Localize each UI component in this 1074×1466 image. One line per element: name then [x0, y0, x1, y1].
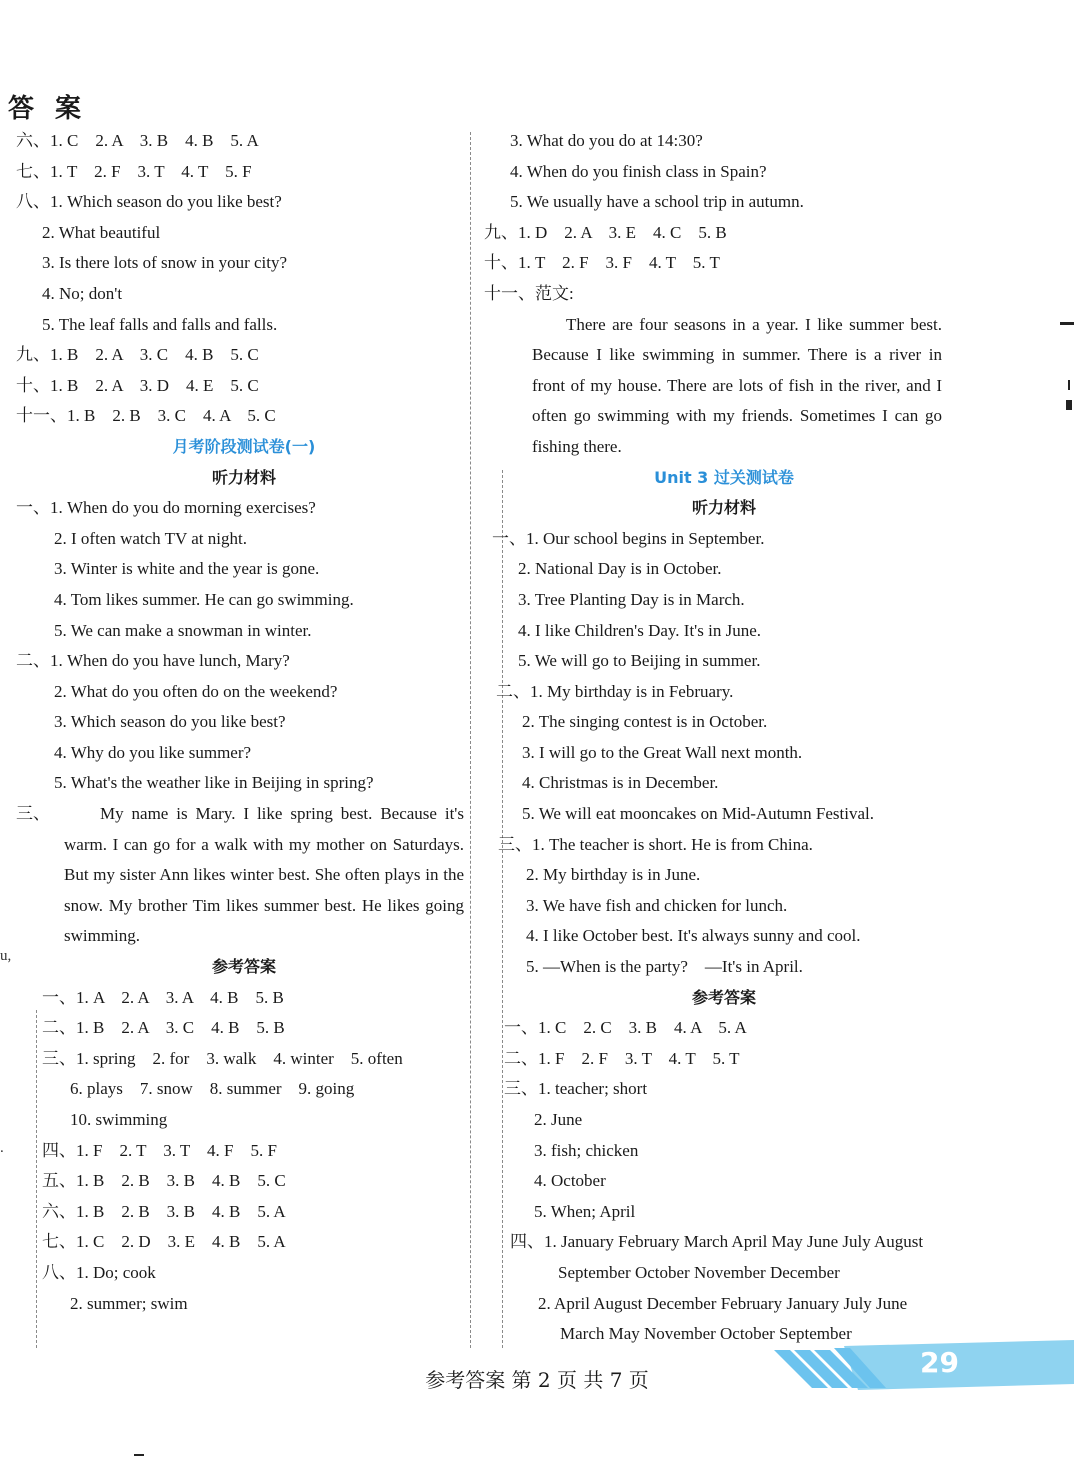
listening-line: 4. I like Children's Day. It's in June. — [518, 620, 761, 640]
answer-line: 二、1. B 2. A 3. C 4. B 5. B — [42, 1018, 285, 1038]
answer-line: 七、1. C 2. D 3. E 4. B 5. A — [42, 1232, 286, 1252]
answer-line: 六、1. B 2. B 3. B 4. B 5. A — [42, 1201, 286, 1221]
answer-line: 5. When; April — [534, 1201, 636, 1221]
listening-line: 5. We will go to Beijing in summer. — [518, 651, 761, 671]
answers-title: 参考答案 — [691, 987, 756, 1007]
answer-line: 十、1. T 2. F 3. F 4. T 5. T — [484, 253, 720, 273]
answer-line: 四、1. F 2. T 3. T 4. F 5. F — [42, 1140, 277, 1160]
edge-mark — [1068, 380, 1070, 390]
passage-block — [16, 799, 472, 952]
answer-line: 3. Is there lots of snow in your city? — [42, 253, 288, 273]
answer-line: 一、1. A 2. A 3. A 4. B 5. B — [42, 987, 284, 1007]
listening-line: 2. My birthday is in June. — [526, 865, 701, 885]
listening-line: 3. Winter is white and the year is gone. — [54, 559, 320, 579]
listening-line: 4. Tom likes summer. He can go swimming. — [54, 589, 354, 609]
answer-line: 三、1. spring 2. for 3. walk 4. winter 5. often — [42, 1048, 403, 1068]
listening-line: 3. Tree Planting Day is in March. — [518, 589, 745, 609]
listening-line: 5. We can make a snowman in winter. — [54, 620, 312, 640]
listening-line: 2. National Day is in October. — [518, 559, 722, 579]
right-column — [484, 126, 964, 1350]
listening-line: 二、1. When do you have lunch, Mary? — [16, 651, 290, 671]
listening-line: 3. Which season do you like best? — [54, 712, 286, 732]
listening-line: 4. Why do you like summer? — [54, 742, 252, 762]
answer-line: 3. What do you do at 14:30? — [510, 131, 703, 150]
answer-line: 2. April August December February January July June — [538, 1293, 908, 1313]
answer-line: 10. swimming — [70, 1110, 168, 1129]
listening-line: 5. We will eat mooncakes on Mid-Autumn Festival. — [522, 804, 874, 824]
answer-line: 6. plays 7. snow 8. summer 9. going — [70, 1079, 355, 1099]
answer-line: 六、1. C 2. A 3. B 4. B 5. A — [16, 131, 259, 150]
listening-line: 3. We have fish and chicken for lunch. — [526, 895, 788, 915]
listening-line: 2. The singing contest is in October. — [522, 712, 768, 732]
answer-line: March May November October September — [560, 1324, 852, 1344]
answer-line: 4. No; don't — [42, 283, 123, 303]
answer-line: 五、1. B 2. B 3. B 4. B 5. C — [42, 1171, 286, 1191]
answer-line: 三、1. teacher; short — [504, 1079, 648, 1099]
listening-line: 5. What's the weather like in Beijing in spring? — [54, 773, 374, 793]
listening-line: 2. I often watch TV at night. — [54, 528, 247, 548]
answer-line: 八、1. Which season do you like best? — [16, 192, 282, 212]
listening-line: 4. I like October best. It's always sunny and cool. — [526, 926, 861, 946]
answer-line: 四、1. January February March April May June July August — [510, 1232, 924, 1252]
edge-mark — [134, 1454, 144, 1456]
answer-line: 4. When do you finish class in Spain? — [510, 161, 767, 181]
answer-line: 4. October — [534, 1171, 606, 1191]
listening-line: 5. —When is the party? —It's in April. — [526, 957, 803, 977]
listening-line: 二、1. My birthday is in February. — [496, 681, 734, 701]
answer-line: 十一、范文: — [484, 283, 574, 303]
left-column — [16, 126, 472, 1319]
answers-title: 参考答案 — [211, 957, 276, 977]
answer-line: 十、1. B 2. A 3. D 4. E 5. C — [16, 375, 259, 395]
edge-mark — [1066, 400, 1072, 410]
answer-line: 2. What beautiful — [42, 222, 161, 242]
page-title: 答 案 — [8, 94, 88, 124]
edge-text: . — [0, 1140, 4, 1156]
passage-label: 三、 — [16, 804, 50, 824]
footer-text: 参考答案 第 2 页 共 7 页 — [425, 1368, 649, 1392]
section-title: Unit 3 过关测试卷 — [654, 467, 794, 487]
answer-line: 二、1. F 2. F 3. T 4. T 5. T — [504, 1048, 740, 1068]
answer-line: 九、1. B 2. A 3. C 4. B 5. C — [16, 345, 259, 365]
listening-title: 听力材料 — [211, 467, 276, 487]
listening-line: 2. What do you often do on the weekend? — [54, 681, 338, 701]
listening-line: 3. I will go to the Great Wall next month. — [522, 742, 803, 762]
answer-line: 十一、1. B 2. B 3. C 4. A 5. C — [16, 406, 276, 426]
answer-line: September October November December — [558, 1262, 840, 1282]
answer-line: 3. fish; chicken — [534, 1140, 639, 1160]
answer-line: 5. The leaf falls and falls and falls. — [42, 314, 278, 334]
edge-text: u, — [0, 948, 12, 964]
answer-line: 八、1. Do; cook — [42, 1262, 156, 1282]
answer-line: 九、1. D 2. A 3. E 4. C 5. B — [484, 222, 727, 242]
answer-line: 一、1. C 2. C 3. B 4. A 5. A — [504, 1018, 747, 1038]
answer-line: 5. We usually have a school trip in autumn. — [510, 192, 804, 212]
page-number: 29 — [920, 1346, 959, 1379]
listening-line: 三、1. The teacher is short. He is from China. — [498, 834, 813, 854]
answer-line: 2. June — [534, 1110, 583, 1129]
edge-mark — [1060, 322, 1074, 325]
model-essay: There are four seasons in a year. I like summer best. Because I like swimming in summer. There is a river in front of my house. There are lots of fish in the river, and I often go swimming with my friends. Sometimes I can go fishing there. — [532, 314, 942, 456]
listening-line: 一、1. Our school begins in September. — [492, 528, 765, 548]
listening-title: 听力材料 — [691, 498, 756, 518]
answer-line: 七、1. T 2. F 3. T 4. T 5. F — [16, 161, 252, 181]
answer-line: 2. summer; swim — [70, 1293, 188, 1313]
listening-line: 一、1. When do you do morning exercises? — [16, 498, 316, 518]
listening-passage: My name is Mary. I like spring best. Because it's warm. I can go for a walk with my mother on Saturdays. But my sister Ann likes winter best. She often plays in the snow. My brother Tim likes summer best. He likes going swimming. — [64, 804, 464, 946]
section-title: 月考阶段测试卷(一) — [172, 436, 316, 456]
listening-line: 4. Christmas is in December. — [522, 773, 719, 793]
